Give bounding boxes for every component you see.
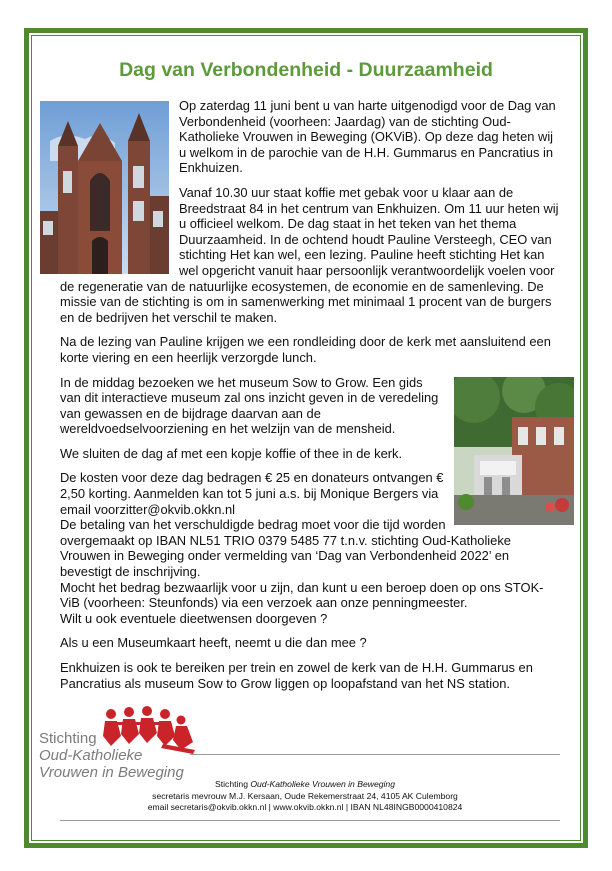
okvib-logo [37, 706, 197, 786]
footer-org [90, 779, 520, 791]
paragraph-museumkaart: Als u een Museumkaart heeft, neemt u die dan mee ? [60, 635, 367, 651]
footer [90, 779, 520, 814]
footer-secretary: secretaris mevrouw M.J. Kersaan, Oude Rekemerstraat 24, 4105 AK Culemborg [152, 790, 458, 801]
paragraph-afternoon: In de middag bezoeken we het museum Sow to Grow. Een gids van dit interactieve museum zal ons inzicht geven in de veredeling van gewassen en de bijdrage daarvan aan de wereldvoedselvoorziening en het welzijn van de mensheid. [60, 374, 439, 437]
paragraph-intro: Op zaterdag 11 juni bent u van harte uitgenodigd voor de Dag van Verbondenheid (voorheen: Jaardag) van de stichting Oud-Katholieke Vrouwen in Beweging (OKViB). Op deze dag heten wij u welkom in de parochie van de H.H. Gummarus en Pancratius in Enkhuizen. [179, 98, 556, 176]
paragraph-travel: Enkhuizen is ook te bereiken per trein en zowel de kerk van de H.H. Gummarus en Pancratius als museum Sow to Grow liggen op loopafstand van het NS station. [60, 660, 533, 691]
logo-text-oud-katholieke: Oud-Katholieke [39, 747, 143, 764]
logo-text-vrouwen: Vrouwen in Beweging [39, 764, 184, 781]
article-body [60, 98, 562, 700]
footer-rule-bottom [60, 820, 560, 821]
footer-contact: email secretaris@okvib.okkn.nl | www.okvib.okkn.nl | IBAN NL48INGB0000410824 [147, 802, 463, 812]
logo-text-stichting: Stichting [39, 730, 97, 747]
paragraph-tour: Na de lezing van Pauline krijgen we een rondleiding door de kerk met aansluitend een korte viering en een heerlijk verzorgde lunch. [60, 334, 551, 365]
paragraph-diet: Wilt u ook eventuele dieetwensen doorgeven ? [60, 610, 328, 626]
paragraph-closing: We sluiten de dag af met een kopje koffie of thee in de kerk. [60, 445, 403, 461]
museum-photo [454, 377, 574, 525]
paragraph-costs: De kosten voor deze dag bedragen € 25 en donateurs ontvangen € 2,50 korting. Aanmelden kan tot 5 juni a.s. bij Monique Bergers via email voorzitter@okvib.okkn.nl [60, 470, 444, 517]
paragraph-fund: Mocht het bedrag bezwaarlijk voor u zijn, dan kunt u een beroep doen op ons STOK-ViB (voorheen: Steunfonds) via een verzoek aan onze penningmeester. [60, 579, 544, 611]
footer-rule-top [190, 754, 560, 755]
church-photo [40, 101, 169, 274]
page-title: Dag van Verbondenheid - Duurzaamheid [119, 59, 493, 81]
footer-org-name: Oud-Katholieke Vrouwen in Beweging [250, 779, 395, 789]
paragraph-morning: Vanaf 10.30 uur staat koffie met gebak voor u klaar aan de Breedstraat 84 in het centrum van Enkhuizen. Om 11 uur heten wij u officieel welkom. De dag staat in het teken van het thema Duurzaamheid. In de ochtend houdt Pauline Versteegh, CEO van stichting Het kan wel, een lezing. Pauline heeft stichting Het kan wel opgericht vanuit haar persoonlijk verantwoordelijk voelen voor de regeneratie van de natuurlijke ecosystemen, de economie en de samenleving. De missie van de stichting is om in samenwerking met minimaal 1 procent van de burgers en de bedrijven het verschil te maken. [60, 184, 559, 325]
paragraph-payment: De betaling van het verschuldigde bedrag moet voor die tijd worden overgemaakt op IBAN NL51 TRIO 0379 5485 77 t.n.v. stichting Oud-Katholieke Vrouwen in Beweging onder vermelding van ‘Dag van Verbondenheid 2022’ en bevestigt de inschrijving. [60, 517, 511, 580]
footer-org-prefix: Stichting [215, 779, 251, 789]
